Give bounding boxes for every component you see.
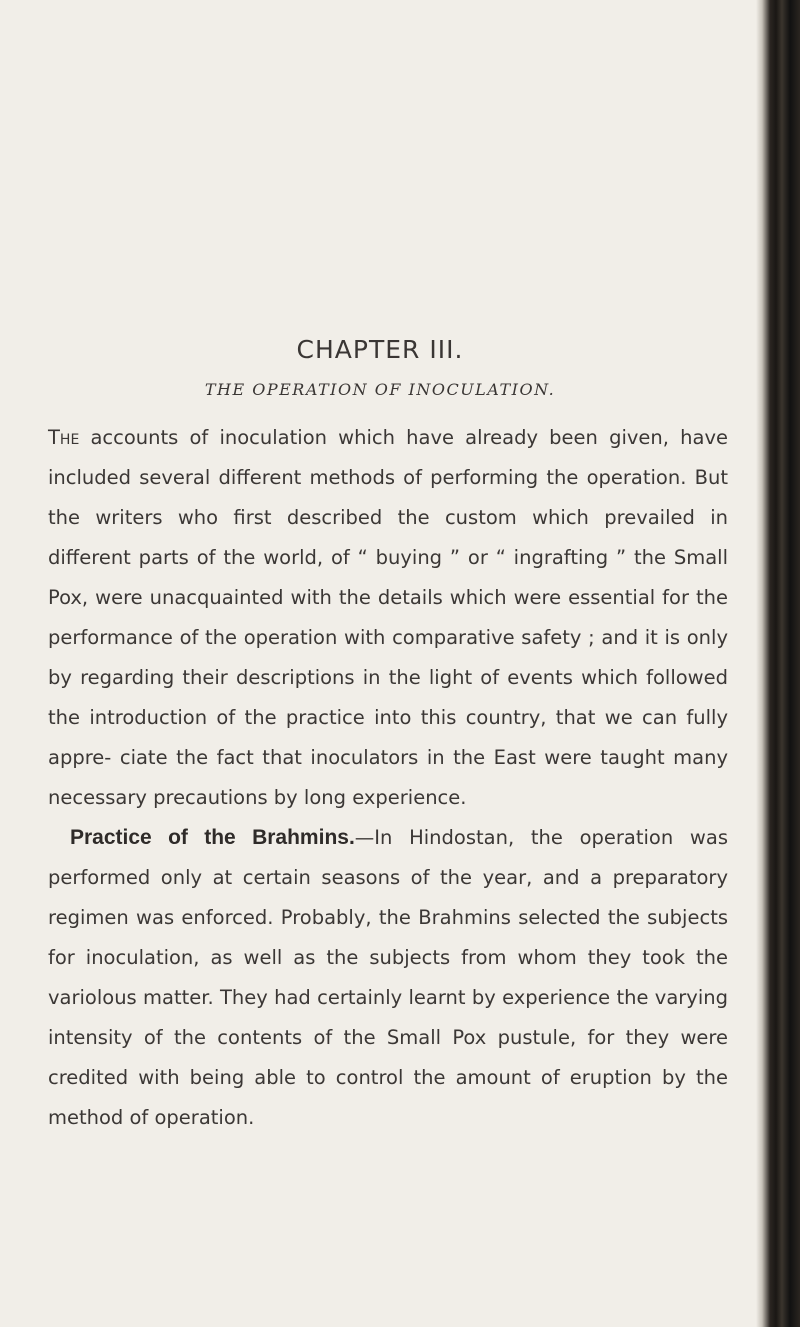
paragraph-1-text: accounts of inoculation which have already been given, have included several different methods of performing the operation. But the writers who first described the custom which prevailed in different parts of the world, of “ buying ” or “ ingrafting ” the Small Pox, were unacquainted with the details which were essential for the performance of the operation with comparative safety ; and it is only by regarding their descriptions in the light of events which followed the introduction of the practice into this country, that we can fully appre- ciate the fact that inoculators in the East were taught many necessary precautions by long experience. (48, 426, 728, 809)
paragraph-2-text: —In Hindostan, the operation was performed only at certain seasons of the year, and a preparatory regimen was enforced. Probably, the Brahmins selected the subjects for inoculation, as well as the subjects from whom they took the variolous matter. They had certainly learnt by experience the varying intensity of the contents of the Small Pox pustule, for they were credited with being able to control the amount of eruption by the method of operation. (48, 826, 728, 1129)
paragraph-1-lead-word: The (48, 426, 80, 449)
page-binding-edge (756, 0, 800, 1327)
paragraph-1 (48, 418, 728, 818)
section-subhead: Practice of the Brahmins. (70, 826, 355, 849)
body-text (48, 418, 728, 1138)
paragraph-2 (48, 818, 728, 1138)
chapter-heading: CHAPTER III. (296, 335, 464, 364)
chapter-subtitle: THE OPERATION OF INOCULATION. (204, 380, 556, 399)
